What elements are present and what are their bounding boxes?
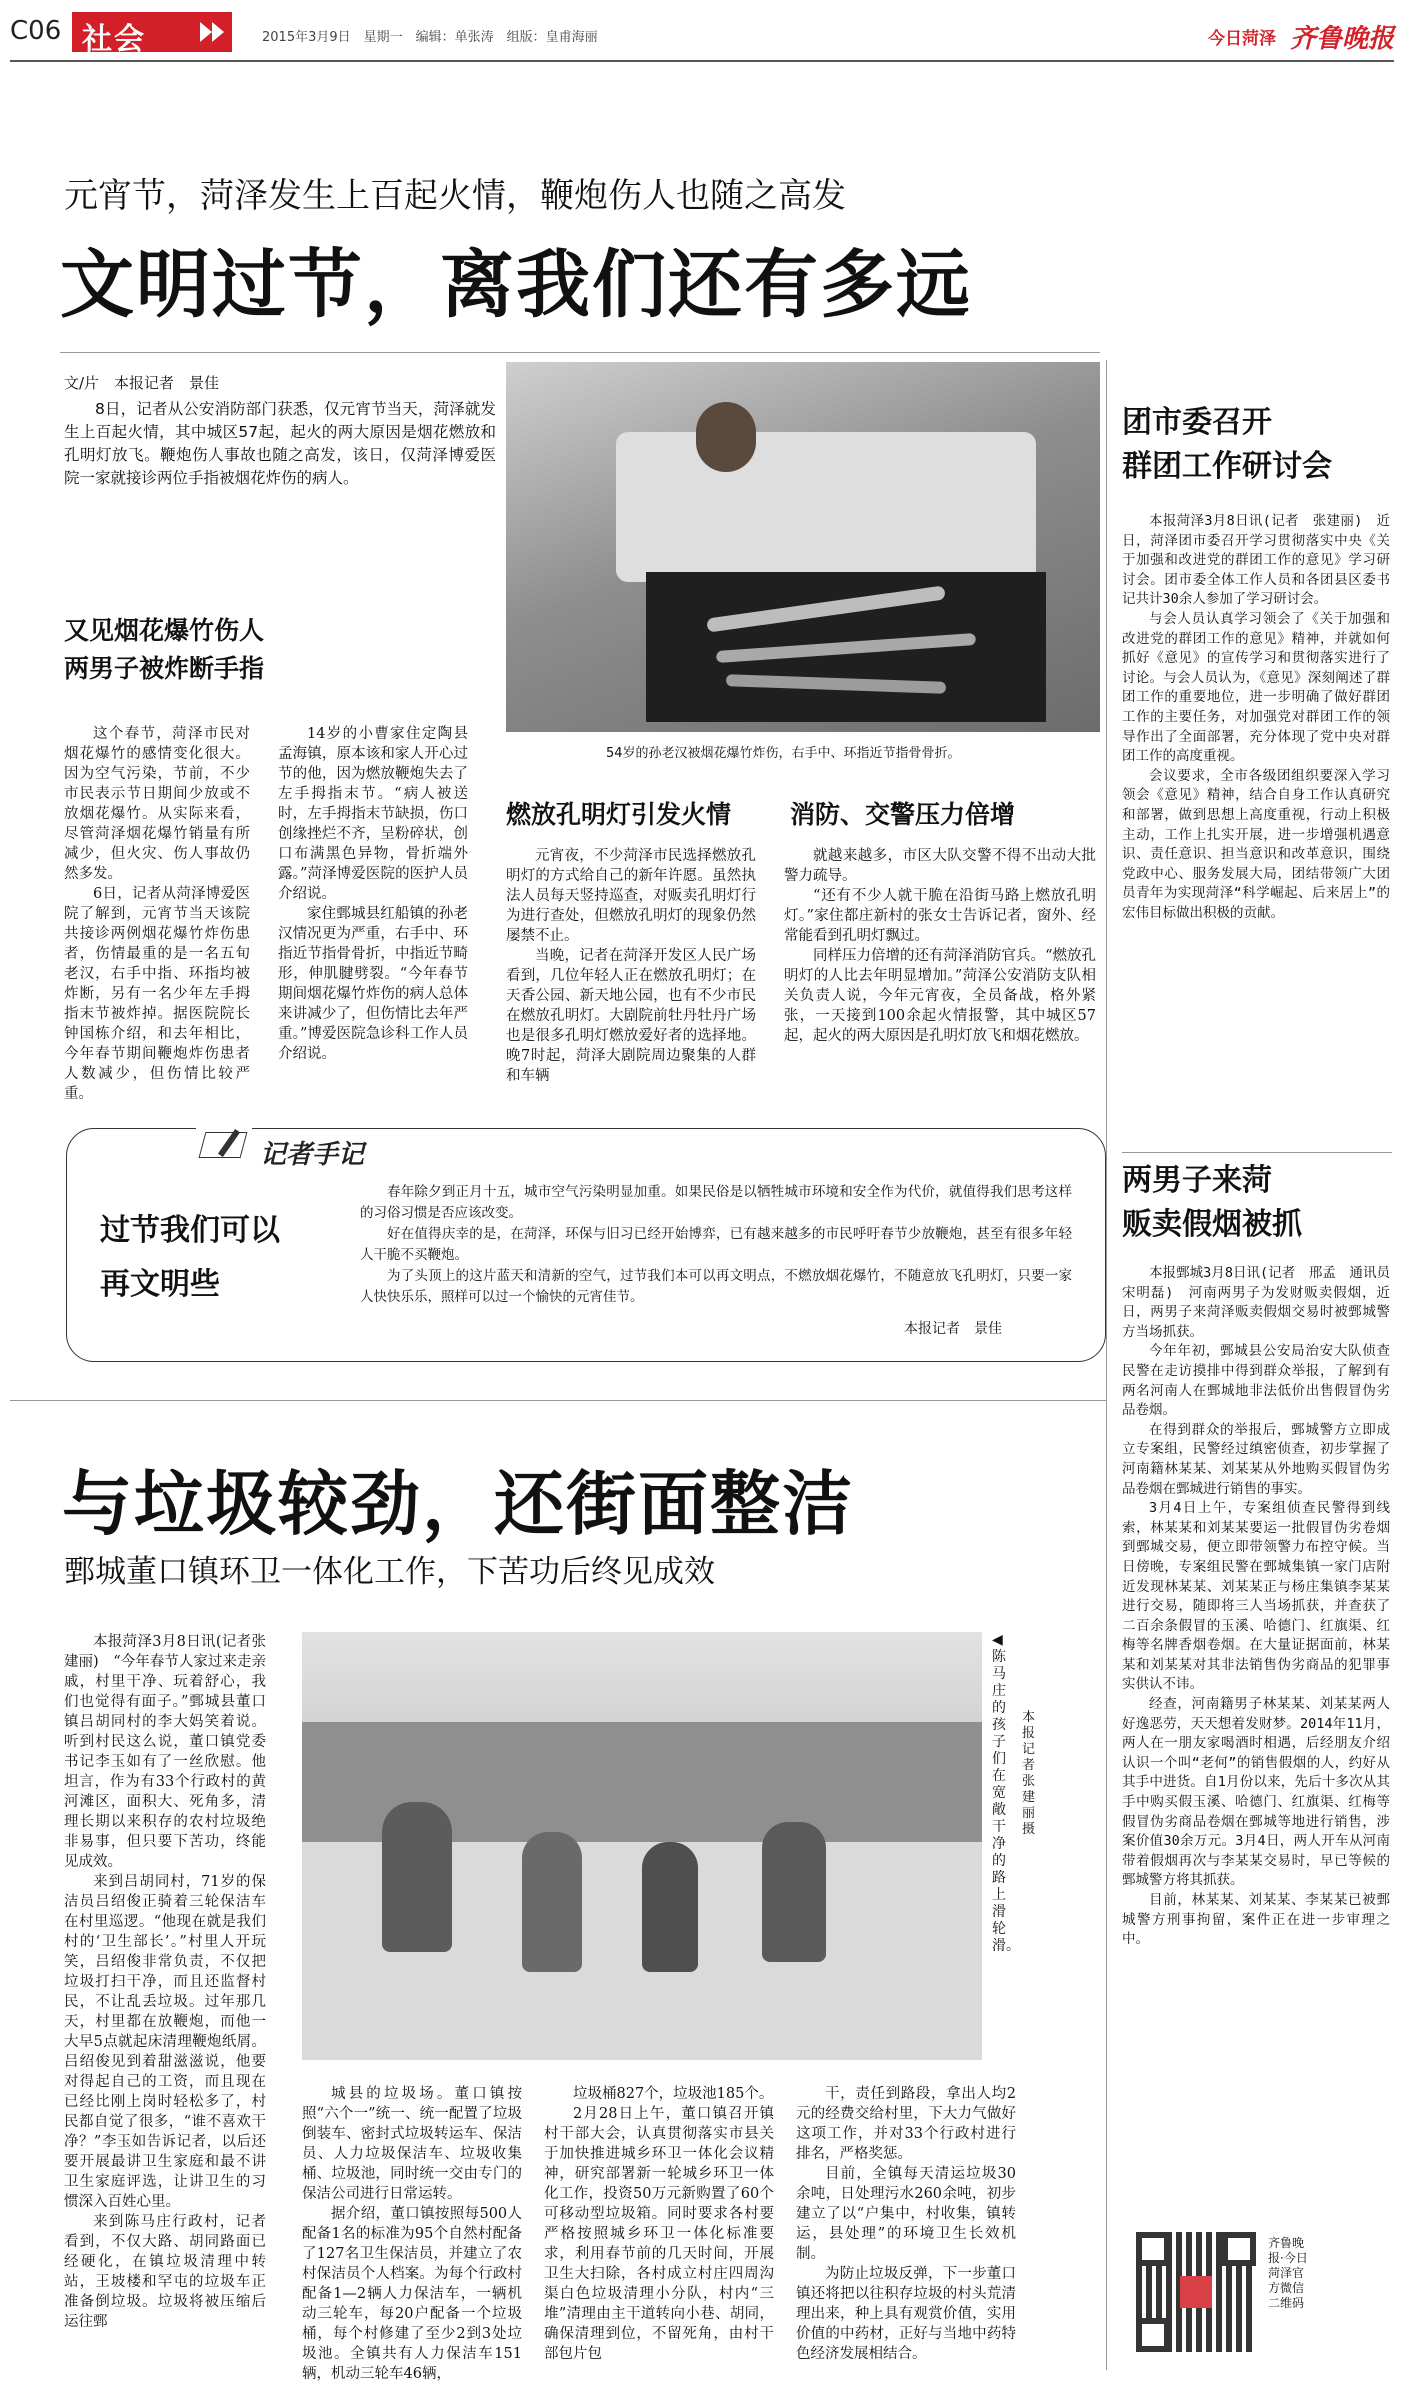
paragraph: 6日，记者从菏泽博爱医院了解到，元宵节当天该院共接诊两例烟花爆竹炸伤患者，伤情最重的是一名五旬老汉，右手中指、环指均被炸断，另有一名少年左手拇指末节被炸掉。据医院院长钟国栋介绍，和去年相比，今年春节期间鞭炮炸伤患者人数减少，但伤情比较严重。 [64,886,250,1102]
story1-kicker: 元宵节，菏泽发生上百起火情，鞭炮伤人也随之高发 [64,176,846,216]
child-1 [382,1802,452,1952]
paragraph: “还有不少人就干脆在沿街马路上燃放孔明灯。”家住都庄新村的张女士告诉记者，窗外、经常能看到孔明灯飘过。 [784,888,1096,944]
paragraph: 为防止垃圾反弹，下一步董口镇还将把以往积存垃圾的村头荒清理出来，种上具有观赏价值，实用价值的中药材，正好与当地中药特色经济发展相结合。 [796,2266,1016,2362]
right-column-divider [1106,360,1107,2370]
right1-body [1122,512,1390,1148]
right1-title-1: 团市委召开 [1122,405,1272,440]
qr-corner [1222,2232,1256,2266]
paragraph: 当晚，记者在菏泽开发区人民广场看到，几位年轻人正在燃放孔明灯；在天香公园、新天地公园，也有不少市民在燃放孔明灯。大剧院前牡丹牡丹广场也是很多孔明灯燃放爱好者的选择地。晚7时起，菏泽大剧院周边聚集的人群和车辆 [506,948,756,1084]
right-separator [1122,1152,1392,1153]
story2-rule [10,1400,1106,1401]
right2-title-2: 贩卖假烟被抓 [1122,1207,1302,1242]
story1-col-1 [64,724,250,1124]
paragraph: 本报菏泽3月8日讯(记者张建丽) “今年春节人家过来走亲戚，村里干净、玩着舒心，我们也觉得有面子。”鄄城县董口镇吕胡同村的李大妈笑着说。听到村民这么说，董口镇党委书记李玉如有了一丝欣慰。他坦言，作为有33个行政村的黄河滩区，面积大、死角多，清理长期以来积存的农村垃圾绝非易事，但只要下苦功，终能见成效。 [64,1634,266,1870]
story1-rule [60,352,1100,353]
paragraph: 家住鄄城县红船镇的孙老汉情况更为严重，右手中、环指近节指骨骨折，中指近节畸形，伸肌腱劈裂。“今年春节期间烟花爆竹炸伤的病人总体来讲减少了，但伤情比去年严重。”博爱医院急诊科工作人员介绍说。 [278,906,468,1062]
paragraph: 与会人员认真学习领会了《关于加强和改进党的群团工作的意见》精神，并就如何抓好《意见》的宣传学习和贯彻落实进行了讨论。与会人员认为，《意见》深刻阐述了群团工作的重要地位，进一步明确了做好群团工作的主要任务，对加强党对群团工作的领导作出了全面部署，充分体现了党中央对群团工作的高度重视。 [1122,610,1390,765]
story2-col-4 [796,2084,1016,2374]
paragraph: 干，责任到路段，拿出人均2元的经费交给村里，下大力气做好这项工作，并对33个行政村进行排名，严格奖惩。 [796,2086,1016,2162]
caption-text: ◀陈马庄的孩子们在宽敞干净的路上滑轮滑。 [992,1632,1020,1954]
story1-photo-caption: 54岁的孙老汉被烟花爆竹炸伤，右手中、环指近节指骨骨折。 [606,746,961,761]
paragraph: 在得到群众的举报后，鄄城警方立即成立专案组，民警经过缜密侦查，初步掌握了河南籍林某某、刘某某从外地购买假冒伪劣品卷烟在鄄城进行销售的事实。 [1122,1421,1390,1497]
patient-head [696,402,756,472]
pen-icon [196,1128,252,1158]
note-title-2: 再文明些 [100,1267,220,1302]
paragraph: 今年年初，鄄城县公安局治安大队侦查民警在走访摸排中得到群众举报，了解到有两名河南人在鄄城地非法低价出售假冒伪劣品卷烟。 [1122,1343,1390,1419]
edition-name: 今日菏泽 [1208,29,1276,49]
child-3 [642,1842,698,1972]
paragraph: 元宵夜，不少菏泽市民选择燃放孔明灯的方式给自己的新年许愿。虽然执法人员每天竖持巡查，对贩卖孔明灯行为进行查处，但燃放孔明灯的现象仍然屡禁不止。 [506,848,756,944]
note-body [360,1182,1072,1308]
story2-photo-caption [992,1632,1020,1955]
story2-col-1 [64,1632,266,2372]
paragraph: 来到陈马庄行政村，记者看到，不仅大路、胡同路面已经硬化，在镇垃圾清理中转站，王坡楼和罕屯的垃圾车正准备倒垃圾。垃圾将被压缩后运往鄄 [64,2214,266,2330]
paragraph: 14岁的小曹家住定陶县孟海镇，原本该和家人开心过节的他，因为燃放鞭炮失去了左手拇指末节。“病人被送时，左手拇指末节缺损，伤口创缘挫烂不齐，呈粉碎状，创口布满黑色异物，骨折端外露。”菏泽博爱医院的医护人员介绍说。 [278,726,468,902]
xray-bone [706,585,946,632]
paragraph: 就越来越多，市区大队交警不得不出动大批警力疏导。 [784,848,1096,884]
story1-byline: 文/片 本报记者 景佳 [64,374,220,392]
story1-col-3 [506,846,756,1120]
xray-film [646,572,1046,722]
right2-title-1: 两男子来菏 [1122,1163,1272,1198]
story1-lead-text: 8日，记者从公安消防部门获悉，仅元宵节当天，菏泽就发生上百起火情，其中城区57起，起火的两大原因是烟花燃放和孔明灯放飞。鞭炮伤人事故也随之高发，该日，仅菏泽博爱医院一家就接诊两位手指被烟花炸伤的病人。 [64,400,496,487]
story1-col-2 [278,724,468,1124]
qr-code [1136,2232,1256,2352]
story1-subhead-1a: 又见烟花爆竹伤人 [64,616,265,645]
paragraph: 为了头顶上的这片蓝天和清新的空气，过节我们本可以再文明点，不燃放烟花爆竹，不随意放飞孔明灯，只要一家人快快乐乐，照样可以过一个愉快的元宵佳节。 [360,1268,1072,1305]
section-arrow-icon-2 [212,22,224,42]
xray-bone-3 [726,674,946,694]
child-2 [522,1832,582,1972]
story2-col-3 [544,2084,774,2374]
paragraph: 2月28日上午，董口镇召开镇村干部大会，认真贯彻落实市县关于加快推进城乡环卫一体化会议精神，研究部署新一轮城乡环卫一体化工作，投资50万元新购置了60个可移动型垃圾箱。同时要求各村要严格按照城乡环卫一体化标准要求，利用春节前的几天时间，开展卫生大扫除，各村成立村庄四周沟渠白色垃圾清理小分队，村内“三堆”清理由主干道转向小巷、胡同，确保清理到位，不留死角，由村干部包片包 [544,2106,774,2362]
qr-corner [1136,2318,1170,2352]
child-4 [762,1822,826,1962]
date-line: 2015年3月9日 星期一 编辑：单张涛 组版：皇甫海丽 [262,30,598,45]
story1-subhead-1b: 两男子被炸断手指 [64,654,265,683]
story2-photo [302,1632,982,2060]
qr-label: 齐鲁晚报·今日菏泽官方微信二维码 [1268,2236,1308,2310]
paragraph: 据介绍，董口镇按照每500人配备1名的标准为95个自然村配备了127名卫生保洁员，并建立了农村保洁员个人档案。为每个行政村配备1—2辆人力保洁车，一辆机动三轮车，每20户配备一个垃圾桶，每个村修建了至少2到3处垃圾池。全镇共有人力保洁车151辆，机动三轮车46辆， [302,2206,522,2382]
header-rule [10,60,1394,62]
right1-title-2: 群团工作研讨会 [1122,449,1332,484]
paragraph: 会议要求，全市各级团组织要深入学习领会《意见》精神，结合自身工作认真研究和部署，做到思想上高度重视，行动上积极主动，工作上扎实开展，进一步增强机遇意识、责任意识、担当意识和改革意识，围绕党政中心、服务发展大局，团结带领广大团员青年为实现菏泽“科学崛起、后来居上”的宏伟目标做出积极的贡献。 [1122,767,1390,921]
paragraph: 城县的垃圾场。董口镇按照“六个一”统一、统一配置了垃圾倒装车、密封式垃圾转运车、保洁员、人力垃圾保洁车、垃圾收集桶、垃圾池，同时统一交由专门的保洁公司进行日常运转。 [302,2086,522,2202]
qr-corner [1136,2232,1170,2266]
patient-bed [616,432,1036,582]
section-name: 社会 [82,22,146,57]
paragraph: 本报菏泽3月8日讯(记者 张建丽) 近日，菏泽团市委召开学习贯彻落实中央《关于加强和改进党的群团工作的意见》学习研讨会。团市委全体工作人员和各团县区委书记共计30余人参加了学习研讨会。 [1122,513,1390,608]
story2-photo-credit [1022,1710,1049,1838]
paragraph: 经查，河南籍男子林某某、刘某某两人好逸恶劳，天天想着发财梦。2014年11月，两人在一朋友家喝酒时相遇，后经朋友介绍认识一个叫“老何”的销售假烟的人，约好从其手中进货。自1月份以来，先后十多次从其手中购买假玉溪、哈德门、红旗渠、红梅等假冒伪劣商品卷烟在鄄城等地进行销售，涉案价值30余万元。3月4日，两人开车从河南带着假烟再次与李某某交易时，早已等候的鄄城警方将其抓获。 [1122,1696,1390,1889]
right2-body [1122,1264,1404,2188]
paper-logo: 齐鲁晚报 [1290,24,1395,54]
note-sign: 本报记者 景佳 [904,1321,1002,1337]
section-arrow-icon [200,22,212,42]
xray-bone-2 [716,633,976,663]
paragraph: 垃圾桶827个，垃圾池185个。 [573,2086,774,2102]
page-number: C06 [10,16,62,46]
story1-subhead-3: 消防、交警压力倍增 [790,800,1016,829]
paragraph: 目前，林某某、刘某某、李某某已被鄄城警方刑事拘留，案件正在进一步审理之中。 [1122,1892,1390,1948]
paragraph: 春年除夕到正月十五，城市空气污染明显加重。如果民俗是以牺牲城市环境和安全作为代价，就值得我们思考这样的习俗习惯是否应该改变。 [360,1184,1072,1221]
story1-col-4 [784,846,1096,1120]
note-tag: 记者手记 [260,1140,365,1170]
paragraph: 这个春节，菏泽市民对烟花爆竹的感情变化很大。因为空气污染，节前，不少市民表示节日期间少放或不放烟花爆竹。从实际来看，尽管菏泽烟花爆竹销量有所减少，但火灾、伤人事故仍然多发。 [64,726,250,882]
story2-deck: 鄄城董口镇环卫一体化工作，下苦功后终见成效 [64,1554,715,1590]
paragraph: 目前，全镇每天清运垃圾30余吨，日处理污水260余吨，初步建立了以“户集中，村收集，镇转运，县处理”的环境卫生长效机制。 [796,2166,1016,2262]
paragraph: 同样压力倍增的还有菏泽消防官兵。“燃放孔明灯的人比去年明显增加。”菏泽公安消防支队相关负责人说，今年元宵夜，全员备战，格外紧张，一天接到100余起火情报警，其中城区57起，起火的两大原因是孔明灯放飞和烟花燃放。 [784,948,1096,1044]
story2-headline: 与垃圾较劲，还街面整洁 [62,1463,854,1545]
paragraph: 本报鄄城3月8日讯(记者 邢孟 通讯员 宋明磊) 河南两男子为发财贩卖假烟，近日，两男子来菏泽贩卖假烟交易时被鄄城警方当场抓获。 [1122,1265,1404,1340]
story1-lead [64,398,496,490]
note-title-1: 过节我们可以 [100,1213,280,1248]
paragraph: 3月4日上午，专案组侦查民警得到线索，林某某和刘某某要运一批假冒伪劣卷烟到鄄城交易，便立即带领警力布控守候。当日傍晚，专案组民警在鄄城集镇一家门店附近发现林某某、刘某某正与杨庄集镇李某某进行交易，随即将三人当场抓获，并查获了二百余条假冒的玉溪、哈德门、红旗渠、红梅等名牌香烟卷烟。在大量证据面前，林某某和刘某某对其非法销售伪劣商品的犯罪事实供认不讳。 [1122,1500,1390,1693]
story1-subhead-2: 燃放孔明灯引发火情 [506,800,732,829]
paragraph: 好在值得庆幸的是，在菏泽，环保与旧习已经开始博弈，已有越来越多的市民呼吁春节少放鞭炮，甚至有很多年轻人干脆不买鞭炮。 [360,1226,1072,1263]
story1-headline: 文明过节，离我们还有多远 [60,242,972,328]
story1-photo [506,362,1100,732]
credit-text: 本报记者 张建丽 摄 [1022,1710,1049,1837]
story2-col-2 [302,2084,522,2382]
paragraph: 来到吕胡同村，71岁的保洁员吕绍俊正骑着三轮保洁车在村里巡逻。“他现在就是我们村的‘卫生部长’。”村里人开玩笑，吕绍俊非常负责，不仅把垃圾打扫干净，而且还监督村民，不让乱丢垃圾。过年那几天，村里都在放鞭炮，而他一大早5点就起床清理鞭炮纸屑。吕绍俊见到着甜滋滋说，他要对得起自己的工资，而且现在已经比刚上岗时轻松多了，村民都自觉了很多，“谁不喜欢干净？”李玉如告诉记者，以后还要开展最讲卫生家庭和最不讲卫生家庭评选，让讲卫生的习惯深入百姓心里。 [64,1874,266,2210]
qr-logo [1180,2276,1212,2308]
